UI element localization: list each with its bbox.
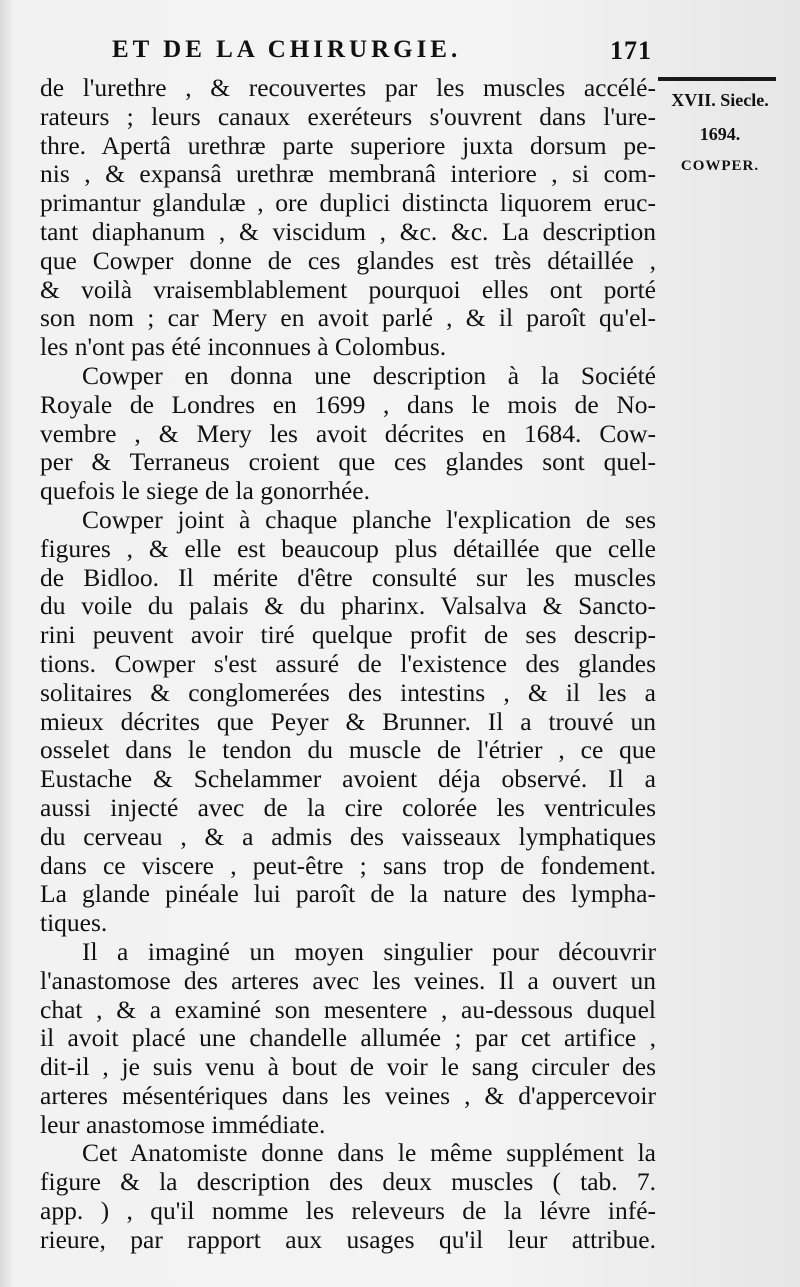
- text-line: que Cowper donne de ces glandes est très détaillée ,: [40, 245, 656, 275]
- text-line: l'anastomose des arteres avec les veines. Il a ouvert un: [40, 965, 656, 995]
- margin-rule: [658, 77, 776, 81]
- running-head: [112, 36, 652, 70]
- text-line: Cowper en donna une description à la Société: [82, 360, 656, 390]
- body-text: [40, 74, 656, 1255]
- text-line: arteres mésentériques dans les veines , & d'appercevoir: [40, 1080, 656, 1110]
- text-line: solitaires & conglomerées des intestins , & il les a: [40, 677, 656, 707]
- text-line: du cerveau , & a admis des vaisseaux lymphatiques: [40, 821, 656, 851]
- text-line: Cowper joint à chaque planche l'explication de ses: [82, 504, 656, 534]
- text-line: primantur glandulæ , ore duplici distincta liquorem eruc-: [40, 188, 656, 218]
- text-line: les n'ont pas été inconnues à Colombus.: [40, 332, 447, 362]
- text-line: nis , & expansâ urethræ membranâ interiore , si com-: [40, 159, 656, 189]
- text-line: de Bidloo. Il mérite d'être consulté sur les muscles: [40, 562, 656, 592]
- text-line: mieux décrites que Peyer & Brunner. Il a trouvé un: [40, 706, 656, 736]
- text-line: & voilà vraisemblablement pourquoi elles ont porté: [40, 274, 656, 304]
- text-line: leur anastomose immédiate.: [40, 1109, 326, 1139]
- text-line: thre. Apertâ urethræ parte superiore juxta dorsum pe-: [40, 130, 656, 160]
- text-line: tiques.: [40, 908, 108, 938]
- text-line: son nom ; car Mery en avoit parlé , & il paroît qu'el-: [40, 303, 656, 333]
- text-line: du voile du palais & du pharinx. Valsalva & Sancto-: [40, 591, 656, 621]
- page-number: 171: [610, 36, 652, 65]
- running-head-title: ET DE LA CHIRURGIE.: [112, 36, 462, 63]
- text-line: de l'urethre , & recouvertes par les muscles accélé-: [40, 73, 656, 102]
- text-line: app. ) , qu'il nomme les releveurs de la lévre infé-: [40, 1196, 656, 1226]
- text-line: vembre , & Mery les avoit décrites en 1684. Cow-: [40, 418, 656, 448]
- text-line: Royale de Londres en 1699 , dans le mois de No-: [40, 389, 656, 419]
- text-line: tions. Cowper s'est assuré de l'existence des glandes: [40, 648, 656, 678]
- text-line: La glande pinéale lui paroît de la nature des lympha-: [40, 879, 656, 909]
- text-line: figure & la description des deux muscles ( tab. 7.: [40, 1167, 656, 1197]
- margin-century: XVII. Siecle.: [671, 90, 769, 110]
- margin-notes: [660, 90, 780, 187]
- text-line: dans ce viscere , peut-être ; sans trop de fondement.: [40, 850, 656, 880]
- text-line: osselet dans le tendon du muscle de l'étrier , ce que: [40, 735, 656, 765]
- text-line: rieure, par rapport aux usages qu'il leur attribue.: [40, 1224, 656, 1254]
- margin-year: 1694.: [699, 123, 741, 144]
- text-line: per & Terraneus croient que ces glandes sont quel-: [40, 447, 656, 477]
- text-line: rini peuvent avoir tiré quelque profit de ses descrip-: [40, 620, 656, 650]
- text-line: chat , & a examiné son mesentere , au-dessous duquel: [40, 994, 656, 1024]
- text-line: il avoit placé une chandelle allumée ; par cet artifice ,: [40, 1023, 656, 1053]
- text-line: aussi injecté avec de la cire colorée les ventricules: [40, 792, 656, 822]
- text-line: Il a imaginé un moyen singulier pour découvrir: [82, 936, 656, 966]
- text-line: Eustache & Schelammer avoient déja observé. Il a: [40, 764, 656, 794]
- text-line: dit-il , je suis venu à bout de voir le sang circuler des: [40, 1052, 656, 1082]
- text-line: quefois le siege de la gonorrhée.: [40, 476, 370, 506]
- text-line: figures , & elle est beaucoup plus détaillée que celle: [40, 533, 656, 563]
- text-line: rateurs ; leurs canaux exeréteurs s'ouvrent dans l'ure-: [40, 101, 656, 131]
- margin-author: COWPER.: [680, 158, 760, 175]
- text-line: tant diaphanum , & viscidum , &c. &c. La description: [40, 216, 656, 246]
- text-line: Cet Anatomiste donne dans le même supplément la: [82, 1138, 656, 1168]
